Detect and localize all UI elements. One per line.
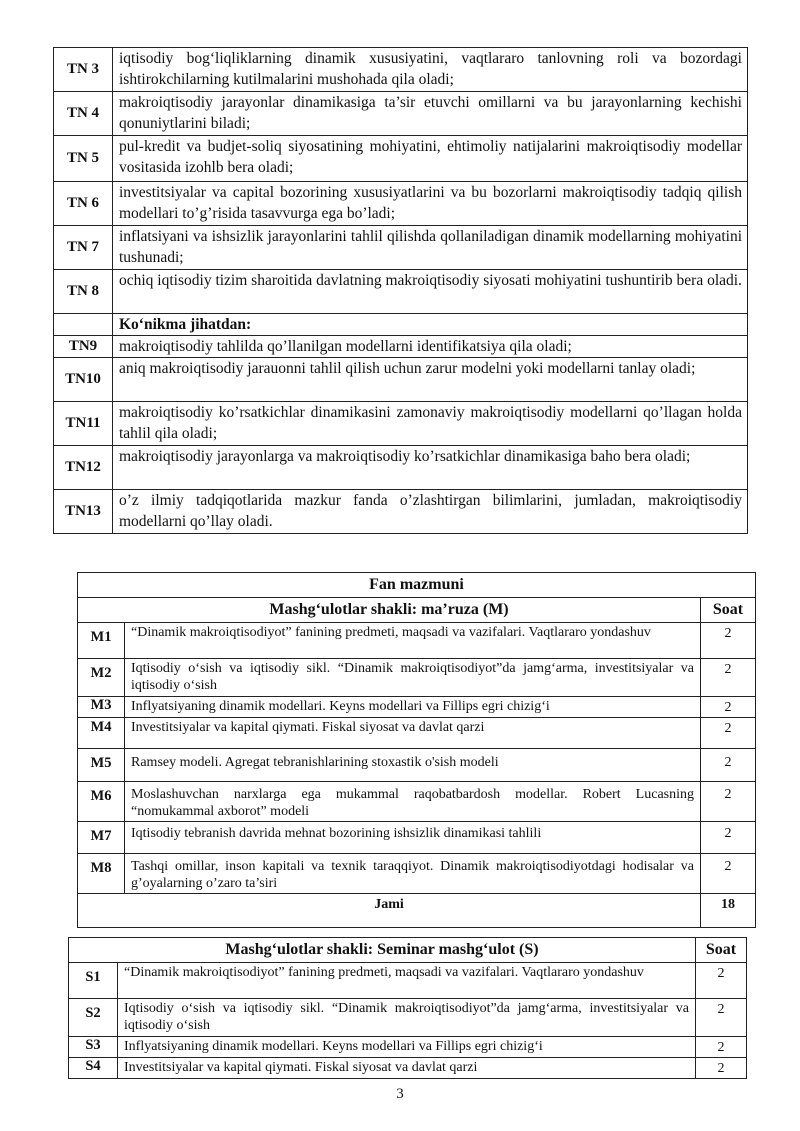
outcome-text: makroiqtisodiy jarayonlar dinamikasiga ta’sir etuvchi omillarni va bu jarayonlarning kechishi qonuniytlarini biladi;: [113, 92, 748, 136]
outcome-text: inflatsiyani va ishsizlik jarayonlarini tahlil qilishda qollaniladigan dinamik modellarning mohiyatini tushunadi;: [113, 226, 748, 270]
lecture-topic: Inflyatsiyaning dinamik modellari. Keyns modellari va Fillips egri chizig‘i: [125, 697, 701, 718]
seminar-topic: “Dinamik makroiqtisodiyot” fanining predmeti, maqsadi va vazifalari. Vaqtlararo yondashuv: [118, 963, 696, 999]
outcome-text: investitsiyalar va capital bozorining xususiyatlarini va bu bozorlarni makroiqtisodiy tadqiq qilish modellari to’g’risida tasavvurga ega bo’ladi;: [113, 182, 748, 226]
outcome-text: makroiqtisodiy jarayonlarga va makroiqtisodiy ko’rsatkichlar dinamikasiga baho bera oladi;: [113, 446, 748, 490]
seminar-hours: 2: [696, 1058, 747, 1079]
lecture-row: [78, 749, 756, 782]
outcome-row: [54, 490, 748, 534]
seminar-hours: 2: [696, 999, 747, 1037]
seminar-code: S1: [69, 963, 118, 999]
lectures-title-row: [78, 573, 756, 598]
lecture-hours: 2: [701, 659, 756, 697]
lecture-row: [78, 822, 756, 854]
outcome-text: iqtisodiy bog‘liqliklarning dinamik xususiyatini, vaqtlararo tanlovning roli va bozordagi ishtirokchilarning kutilmalarini mushohada qila oladi;: [113, 48, 748, 92]
outcome-row: [54, 226, 748, 270]
outcome-code: TN13: [54, 490, 113, 534]
lecture-hours: 2: [701, 623, 756, 659]
outcome-code: TN 6: [54, 182, 113, 226]
lecture-code: M6: [78, 782, 125, 822]
learning-outcomes-table: [53, 47, 748, 534]
seminar-code: S4: [69, 1058, 118, 1079]
seminar-topic: Inflyatsiyaning dinamik modellari. Keyns modellari va Fillips egri chizig‘i: [118, 1037, 696, 1058]
seminar-topic: Iqtisodiy o‘sish va iqtisodiy sikl. “Dinamik makroiqtisodiyot”da jamg‘arma, investitsiyalar va iqtisodiy o‘sish: [118, 999, 696, 1037]
outcome-text: o’z ilmiy tadqiqotlarida mazkur fanda o’zlashtirgan bilimlarini, jumladan, makroiqtisodiy modellarni qo’llay oladi.: [113, 490, 748, 534]
lecture-hours: 2: [701, 822, 756, 854]
lecture-row: [78, 854, 756, 894]
outcome-text: aniq makroiqtisodiy jarauonni tahlil qilish uchun zarur modelni yoki modellarni tanlay oladi;: [113, 358, 748, 402]
seminar-hours: 2: [696, 963, 747, 999]
outcome-text: pul-kredit va budjet-soliq siyosatining mohiyatini, ehtimoliy natijalarini makroiqtisodiy modellar vositasida izohlb bera oladi;: [113, 136, 748, 182]
seminar-topic: Investitsiyalar va kapital qiymati. Fiskal siyosat va davlat qarzi: [118, 1058, 696, 1079]
hours-column-header: Soat: [696, 938, 747, 963]
lectures-total-row: [78, 894, 756, 928]
outcome-code: TN10: [54, 358, 113, 402]
outcome-code: TN 3: [54, 48, 113, 92]
seminars-header-row: [69, 938, 747, 963]
lecture-code: M4: [78, 718, 125, 749]
seminar-row: [69, 1037, 747, 1058]
lecture-hours: 2: [701, 854, 756, 894]
outcome-row: [54, 446, 748, 490]
lectures-header-row: [78, 598, 756, 623]
outcome-code: TN11: [54, 402, 113, 446]
lecture-topic: Iqtisodiy o‘sish va iqtisodiy sikl. “Dinamik makroiqtisodiyot”da jamg‘arma, investitsiyalar va iqtisodiy o‘sish: [125, 659, 701, 697]
seminar-hours: 2: [696, 1037, 747, 1058]
lecture-topic: Ramsey modeli. Agregat tebranishlarining stoxastik o'sish modeli: [125, 749, 701, 782]
outcome-code: TN 7: [54, 226, 113, 270]
lecture-code: M5: [78, 749, 125, 782]
outcome-code: TN12: [54, 446, 113, 490]
lecture-topic: Iqtisodiy tebranish davrida mehnat bozorining ishsizlik dinamikasi tahlili: [125, 822, 701, 854]
seminar-code: S2: [69, 999, 118, 1037]
outcome-code: TN 4: [54, 92, 113, 136]
lecture-row: [78, 718, 756, 749]
outcome-code: TN 8: [54, 270, 113, 314]
lecture-code: M8: [78, 854, 125, 894]
outcome-row: [54, 270, 748, 314]
total-hours: 18: [701, 894, 756, 928]
outcome-row: [54, 182, 748, 226]
lecture-code: M7: [78, 822, 125, 854]
outcome-text: ochiq iqtisodiy tizim sharoitida davlatning makroiqtisodiy siyosati mohiyatini tushuntirib bera oladi.: [113, 270, 748, 314]
outcome-row: [54, 136, 748, 182]
lecture-hours: 2: [701, 697, 756, 718]
lecture-row: [78, 659, 756, 697]
seminar-row: [69, 999, 747, 1037]
lecture-row: [78, 782, 756, 822]
lecture-hours: 2: [701, 749, 756, 782]
outcome-text: makroiqtisodiy tahlilda qo’llanilgan modellarni identifikatsiya qila oladi;: [113, 336, 748, 358]
outcome-row: [54, 358, 748, 402]
section-spacer: [54, 314, 113, 336]
seminar-row: [69, 1058, 747, 1079]
page-number: 3: [396, 1086, 404, 1102]
lecture-hours: 2: [701, 718, 756, 749]
outcome-code: TN 5: [54, 136, 113, 182]
outcome-row: [54, 402, 748, 446]
total-label: Jami: [78, 894, 701, 928]
seminars-table: [68, 937, 747, 1079]
course-content-title: Fan mazmuni: [78, 573, 756, 598]
lecture-topic: Tashqi omillar, inson kapitali va texnik taraqqiyot. Dinamik makroiqtisodiyotdagi hodisalar va g’oyalarning o’zaro ta’siri: [125, 854, 701, 894]
outcome-text: makroiqtisodiy ko’rsatkichlar dinamikasini zamonaviy makroiqtisodiy modellarni qo’llagan holda tahlil qila oladi;: [113, 402, 748, 446]
lecture-topic: Investitsiyalar va kapital qiymati. Fiskal siyosat va davlat qarzi: [125, 718, 701, 749]
outcome-code: TN9: [54, 336, 113, 358]
seminars-heading: Mashg‘ulotlar shakli: Seminar mashg‘ulot (S): [69, 938, 696, 963]
lecture-topic: “Dinamik makroiqtisodiyot” fanining predmeti, maqsadi va vazifalari. Vaqtlararo yondashuv: [125, 623, 701, 659]
outcome-row: [54, 48, 748, 92]
lecture-row: [78, 697, 756, 718]
lecture-code: M2: [78, 659, 125, 697]
seminar-row: [69, 963, 747, 999]
lectures-table: [77, 572, 756, 928]
lecture-code: M1: [78, 623, 125, 659]
hours-column-header: Soat: [701, 598, 756, 623]
skills-section-row: [54, 314, 748, 336]
lectures-heading: Mashg‘ulotlar shakli: ma’ruza (M): [78, 598, 701, 623]
lecture-topic: Moslashuvchan narxlarga ega mukammal raqobatbardosh modellar. Robert Lucasning “nomukammal axborot” modeli: [125, 782, 701, 822]
lecture-hours: 2: [701, 782, 756, 822]
lecture-code: M3: [78, 697, 125, 718]
outcome-row: [54, 336, 748, 358]
outcome-row: [54, 92, 748, 136]
section-heading: Ko‘nikma jihatdan:: [113, 314, 748, 336]
lecture-row: [78, 623, 756, 659]
seminar-code: S3: [69, 1037, 118, 1058]
